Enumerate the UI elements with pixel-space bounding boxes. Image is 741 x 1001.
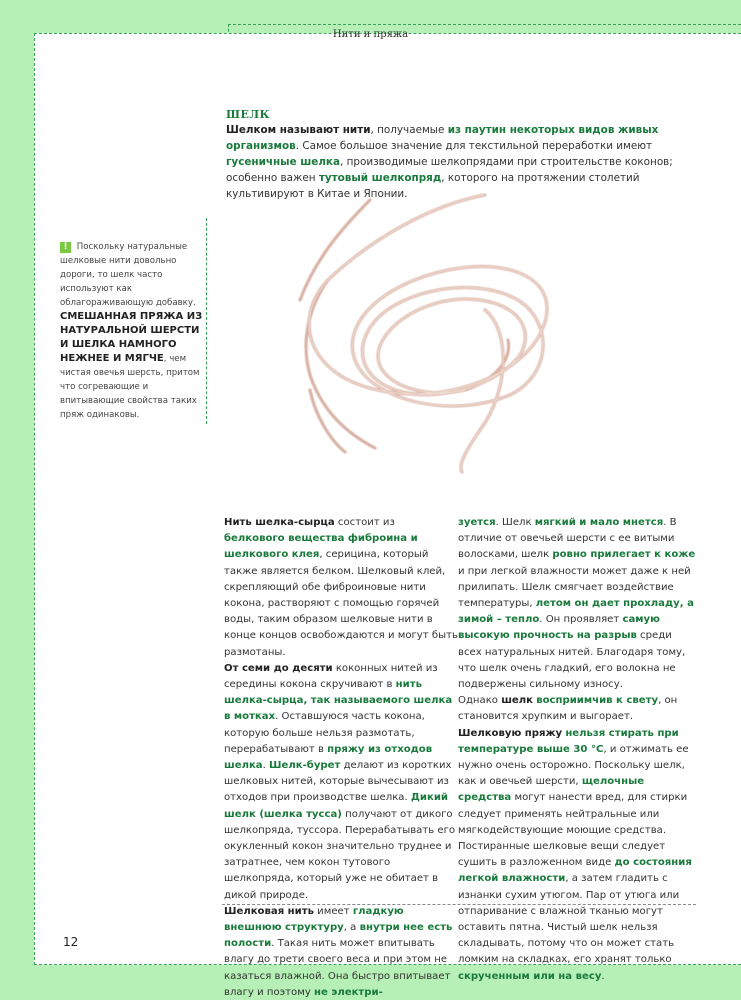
text-run: , а затем гладить с изнанки сухим утюгом. Пар от утюга или отпаривание с влажной тканью могут оставить пятна. Чистый шелк нельзя складывать, потому что он может стать ломким на складках, его хранят только — [458, 873, 680, 966]
text-run: Шелковую пряжу — [458, 727, 563, 739]
text-run: Шелком называют нити — [226, 124, 371, 136]
text-run: , серицина, который также является белком. Шелковый клей, скрепляющий обе фиброиновые нити кокона, растворяют с помощью горячей воды, таким образом шелковые нити в конце концов освобождаются и могут быть размотаны. — [224, 549, 458, 658]
text-run: . Оставшуюся часть кокона, которую больше нельзя размотать, перерабатывают в — [224, 711, 425, 755]
text-run: , чем чистая овечья шерсть, притом что согревающие и впитывающие свойства таких пряж одинаковы. — [60, 354, 200, 420]
text-run: нельзя стирать при температуре выше 30 °С — [458, 727, 679, 755]
text-run: нить шелка-сырца, так называемого шелка в мотках — [224, 679, 453, 723]
text-run: Шелк-бурет — [269, 760, 341, 772]
text-run: не электри- — [314, 986, 383, 998]
text-run: пряжу из отходов шелка — [224, 743, 433, 772]
text-run: из паутин некоторых видов живых организмов — [226, 124, 659, 152]
silk-thread-coil-photo — [280, 190, 580, 500]
text-run: могут нанести вред, для стирки следует применять нейтральные или мягкодействующие моющие средства. Постиранные шелковые вещи следует сушить в разложенном виде — [458, 792, 688, 869]
text-run: белкового вещества фиброина и шелкового клея — [224, 533, 418, 561]
page-number: 12 — [63, 935, 79, 949]
text-run: ровно прилегает к коже — [552, 549, 696, 561]
paragraph-light-sensitivity — [458, 693, 698, 725]
text-run: , он становится хрупким и выгорает. — [458, 695, 678, 723]
text-run: От семи до десяти — [224, 662, 333, 674]
text-run: до состояния легкой влажности — [458, 857, 692, 885]
text-run: щелочные средства — [458, 776, 645, 804]
body-column-left — [224, 515, 458, 1001]
intro-section — [226, 108, 694, 202]
text-run: шелк — [501, 695, 534, 707]
text-run: гусеничные шелка — [226, 156, 340, 168]
text-run: . — [601, 970, 605, 982]
text-run: , которого на протяжении столетий культивируют в Китае и Японии. — [226, 172, 640, 200]
text-run: коконных нитей из середины кокона скручивают в — [224, 662, 438, 691]
text-run: Нить шелка-сырца — [224, 517, 335, 528]
text-run: . Шелк — [495, 517, 535, 528]
text-run: , а — [343, 922, 360, 934]
text-run: и при легкой влажности может даже к ней прилипать. Шелк смягчает воздействие температуры, — [458, 565, 691, 610]
text-run: СМЕШАННАЯ ПРЯЖА ИЗ НАТУРАЛЬНОЙ ШЕРСТИ И ШЕЛКА НАМНОГО НЕЖНЕЕ И МЯГЧЕ — [60, 311, 203, 364]
body-column-right — [458, 515, 698, 985]
paragraph-silk-thread — [224, 904, 458, 1001]
text-run: . Такая нить может впитывать влагу до трети своего веса и при этом не казаться влажной. Она быстро впитывает влагу и поэтому — [224, 938, 451, 998]
text-run: . Он проявляет — [539, 614, 623, 626]
section-heading: ШЕЛК — [226, 108, 271, 121]
text-run: , и отжимать ее нужно очень осторожно. Поскольку шелк, как и овечьей шерсти, — [458, 743, 689, 788]
text-run: , получаемые — [370, 124, 448, 136]
text-run: получают от дикого шелкопряда, туссора. Перерабатывать его окукленный кокон значительно труднее и затратнее, чем кокон тутового шелкопряда, который уже не обитает в дикой природе. — [224, 808, 456, 901]
sidebar-note — [60, 240, 210, 430]
text-run: состоит из — [334, 517, 395, 528]
text-run: . — [262, 760, 270, 772]
text-run: самую высокую прочность на разрыв — [458, 614, 660, 642]
paragraph-washing — [458, 726, 698, 985]
running-header: Нити и пряжа — [332, 29, 409, 40]
text-run: восприимчив к свету — [536, 695, 659, 707]
text-run: скрученным или на весу — [458, 970, 602, 982]
paragraph-raw-silk — [224, 515, 458, 661]
exclamation-icon: ! — [60, 242, 71, 253]
text-run: Шелковая нить — [224, 905, 314, 917]
text-run: мягкий и мало мнется — [534, 517, 664, 528]
text-run: имеет — [313, 905, 353, 917]
text-run: среди всех натуральных нитей. Благодаря тому, что шелк очень гладкий, его волокна не подвержены сильному износу. — [458, 630, 686, 691]
text-run: . В отличие от овечьей шерсти с ее витыми волосками, шелк — [458, 517, 677, 561]
text-run: Поскольку натуральные шелковые нити довольно дороги, то шелк часто используют как облагораживающую добавку. — [60, 242, 196, 308]
sidebar-text — [60, 242, 202, 420]
paragraph-cocoon-threads — [224, 661, 458, 904]
text-run: Однако — [458, 695, 502, 707]
bottom-divider — [222, 904, 696, 905]
text-run: Дикий шелк (шелка тусса) — [224, 792, 448, 820]
text-run: внутри нее есть полости — [224, 922, 453, 950]
text-run: , производимые шелкопрядами при строительстве коконов; особенно важен — [226, 156, 673, 184]
text-run: делают из коротких шелковых нитей, которые вычесывают из отходов при производстве шелка. — [224, 760, 452, 804]
text-run: . Самое большое значение для текстильной переработки имеют — [295, 140, 653, 152]
text-run: тутовый шелкопряд — [318, 172, 442, 184]
paragraph-silk-properties — [458, 515, 698, 693]
text-run: зуется — [458, 517, 496, 528]
text-run: летом он дает прохладу, а зимой – тепло — [458, 598, 694, 626]
text-run: гладкую внешнюю структуру — [224, 905, 404, 934]
